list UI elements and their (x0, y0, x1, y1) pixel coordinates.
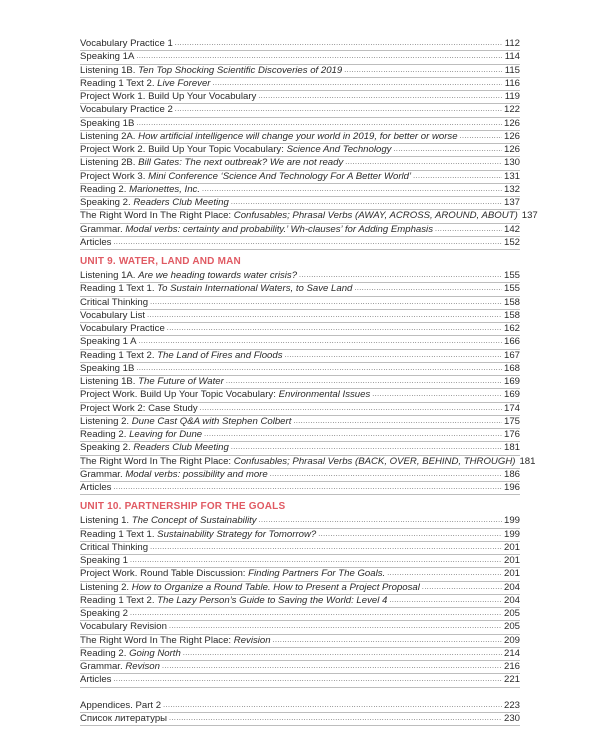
entry-title-text: Listening 1. (80, 515, 132, 527)
entry-title (80, 104, 173, 116)
page-number: 201 (503, 568, 520, 580)
unit-heading: UNIT 9. WATER, LAND AND MAN (80, 256, 241, 267)
entry-title-text: Articles (80, 236, 112, 248)
entry-title (80, 144, 391, 156)
dot-leader (204, 429, 502, 439)
toc-entry[interactable] (80, 144, 520, 157)
entry-title (80, 336, 137, 348)
entry-title (80, 555, 128, 567)
entry-title (80, 713, 167, 725)
toc-entry[interactable] (80, 455, 536, 469)
entry-title-text: Project Work 1. Build Up Your Vocabulary (80, 91, 257, 102)
entry-title (80, 350, 283, 362)
dot-leader (147, 310, 502, 320)
toc-entry[interactable] (80, 555, 520, 568)
entry-title (80, 51, 134, 63)
entry-title-italic: How artificial intelligence will change your world in 2019, for better or worse (138, 130, 458, 142)
page-number: 181 (503, 442, 520, 454)
toc-section (80, 500, 520, 687)
entry-title (80, 131, 458, 143)
entry-title-text: Listening 1A. (80, 270, 139, 281)
page-number: 115 (504, 64, 520, 76)
toc-entry[interactable] (80, 51, 520, 64)
toc-entry[interactable] (80, 529, 520, 542)
dot-leader (344, 65, 502, 75)
entry-title-text: Grammar. (80, 223, 126, 235)
entry-title (80, 529, 316, 541)
entry-title (80, 38, 173, 50)
entry-title (80, 376, 224, 388)
dot-leader (150, 542, 502, 552)
page-number: 174 (503, 402, 520, 414)
entry-title-italic: Are we heading towards water crisis? (138, 270, 298, 281)
page-number: 205 (503, 621, 520, 633)
dot-leader (183, 648, 502, 658)
toc-entry[interactable] (80, 376, 520, 389)
page-number: 126 (503, 130, 520, 142)
toc-entry[interactable] (80, 429, 520, 442)
dot-leader (136, 118, 502, 128)
entry-title-text: Listening 2B. (80, 157, 139, 169)
entry-title-text: Project Work 3. (80, 170, 149, 182)
toc-entry[interactable] (80, 389, 520, 402)
entry-title (80, 456, 515, 468)
entry-title-text: Speaking 1 A (80, 336, 137, 348)
page-number: 169 (503, 389, 520, 401)
entry-title-italic: Mini Conference ‘Science And Technology For A Better World’ (148, 170, 412, 182)
entry-title (80, 78, 211, 90)
toc-entry[interactable] (80, 210, 538, 223)
page-number: 116 (504, 77, 520, 89)
dot-leader (299, 270, 502, 280)
entry-title-text: The Right Word In The Right Place: (80, 455, 234, 467)
entry-title (80, 700, 161, 712)
entry-title-text: The Right Word In The Right Place: (80, 634, 234, 646)
entry-title (80, 118, 134, 130)
entry-title (80, 416, 291, 428)
entry-title (80, 542, 148, 554)
dot-leader (113, 482, 502, 492)
page-number: 199 (503, 528, 520, 540)
entry-title-italic: The Future of Water (138, 376, 224, 387)
dot-leader (163, 700, 502, 710)
entry-title-text: Project Work. Round Table Discussion: (80, 568, 249, 580)
entry-title (80, 568, 385, 580)
page-number: 201 (503, 555, 520, 566)
toc-entry[interactable] (80, 224, 520, 237)
dot-leader (460, 131, 502, 141)
entry-title-italic: Confusables; Phrasal Verbs (AWAY, ACROSS, AROUND, ABOUT) (233, 210, 518, 222)
entry-title (80, 184, 200, 196)
dot-leader (413, 171, 502, 181)
page-number: 181 (519, 455, 536, 467)
page-number: 132 (503, 183, 520, 195)
toc-entry[interactable] (80, 363, 520, 376)
entry-title (80, 389, 370, 401)
dot-leader (130, 608, 502, 618)
page-number: 176 (503, 429, 520, 440)
entry-title (80, 157, 343, 169)
page-number: 166 (503, 336, 520, 348)
toc-entry[interactable] (80, 131, 520, 144)
entry-title (80, 197, 229, 209)
toc-entry[interactable] (80, 713, 520, 726)
entry-title-text: Reading 2. (80, 183, 130, 195)
toc-entry[interactable] (80, 582, 520, 595)
dot-leader (270, 469, 502, 479)
dot-leader (435, 224, 502, 234)
entry-title-italic: Environmental Issues (278, 389, 371, 401)
page-number: 186 (503, 468, 520, 480)
toc-section (80, 38, 538, 250)
entry-title-italic: Revison (125, 661, 160, 672)
entry-title-italic: Marionettes, Inc. (129, 183, 200, 195)
entry-title-text: Reading 1 Text 2. (80, 349, 158, 361)
entry-title-italic: The Lazy Person’s Guide to Saving the World: Level 4 (157, 594, 388, 606)
dot-leader (213, 78, 503, 88)
entry-title-text: Articles (80, 674, 112, 686)
entry-title (80, 363, 134, 375)
dot-leader (113, 237, 502, 247)
page-number: 216 (503, 661, 520, 672)
page-number: 205 (503, 608, 520, 619)
entry-title-italic: Revision (233, 634, 271, 646)
entry-title-text: Reading 2. (80, 429, 130, 440)
entry-title (80, 674, 111, 686)
toc-entry[interactable] (80, 171, 520, 184)
dot-leader (202, 184, 502, 194)
toc-entry[interactable] (80, 38, 520, 51)
page-number: 214 (503, 647, 520, 659)
table-of-contents (80, 38, 538, 726)
entry-title-text: Vocabulary List (80, 309, 146, 321)
toc-entry[interactable] (80, 283, 520, 296)
entry-title-text: Speaking 2. (80, 442, 134, 454)
entry-title-italic: Leaving for Dune (129, 429, 203, 440)
entry-title-italic: Confusables; Phrasal Verbs (BACK, OVER, BEHIND, THROUGH) (233, 455, 516, 467)
toc-entry[interactable] (80, 336, 520, 349)
toc-entry[interactable] (80, 78, 520, 91)
page-number: 137 (521, 210, 538, 222)
entry-title (80, 442, 229, 454)
entry-title-text: Speaking 1 (80, 555, 129, 566)
entry-title-italic: Live Forever (157, 77, 211, 89)
entry-title (80, 661, 160, 673)
entry-title-text: Reading 1 Text 1. (80, 283, 158, 295)
entry-title-italic: Modal verbs: certainty and probability.’ Wh-clauses’ for Adding Emphasis (125, 223, 433, 235)
toc-entry[interactable] (80, 350, 520, 363)
entry-title (80, 595, 387, 607)
toc-entry[interactable] (80, 157, 520, 170)
page-number: 158 (503, 309, 520, 321)
dot-leader (130, 555, 502, 565)
entry-title-text: Speaking 1A (80, 51, 135, 63)
entry-title-text: Speaking 2. (80, 197, 134, 208)
toc-entry[interactable] (80, 621, 520, 634)
entry-title (80, 297, 148, 309)
toc-entry[interactable] (80, 442, 520, 455)
entry-title-text: Vocabulary Practice (80, 323, 165, 334)
entry-title-text: Project Work 2: Case Study (80, 402, 198, 414)
toc-entry[interactable] (80, 270, 520, 283)
toc-entry[interactable] (80, 118, 520, 131)
page-number: 167 (503, 349, 520, 361)
toc-entry[interactable] (80, 568, 520, 581)
entry-title (80, 237, 111, 249)
dot-leader (150, 297, 502, 307)
entry-title (80, 429, 202, 441)
toc-section (80, 255, 536, 495)
page-number: 155 (503, 283, 520, 295)
dot-leader (372, 389, 502, 399)
entry-title-text: Reading 1 Text 1. (80, 528, 158, 540)
dot-leader (139, 336, 502, 346)
dot-leader (345, 157, 502, 167)
page-number: 169 (503, 376, 520, 387)
entry-title-text: Appendices. Part 2 (80, 699, 162, 711)
entry-title-text: Listening 2. (80, 581, 132, 593)
entry-title-text: Vocabulary Revision (80, 621, 167, 633)
entry-title-italic: The Land of Fires and Floods (157, 349, 283, 361)
page-number: 122 (503, 104, 520, 116)
toc-entry[interactable] (80, 197, 520, 210)
entry-title (80, 621, 167, 633)
dot-leader (113, 674, 502, 684)
toc-entry[interactable] (80, 91, 520, 104)
toc-entry[interactable] (80, 635, 520, 648)
page-number: 126 (503, 144, 520, 155)
toc-entry[interactable] (80, 608, 520, 621)
toc-entry[interactable] (80, 104, 520, 117)
entry-title-text: The Right Word In The Right Place: (80, 210, 234, 222)
entry-title-italic: Finding Partners For The Goals. (248, 568, 386, 580)
entry-title-italic: Ten Top Shocking Scientific Discoveries of 2019 (138, 64, 343, 76)
toc-section (80, 688, 520, 727)
toc-entry[interactable] (80, 310, 520, 323)
toc-entry[interactable] (80, 65, 520, 78)
entry-title-text: Speaking 1B (80, 362, 135, 374)
entry-title-italic: Science And Technology (286, 144, 392, 155)
toc-entry[interactable] (80, 595, 520, 608)
section-gap (80, 688, 520, 700)
toc-entry[interactable] (80, 661, 520, 674)
entry-title-text: Reading 2. (80, 647, 130, 659)
page-number: 131 (503, 170, 520, 182)
entry-title-text: Listening 2A. (80, 130, 139, 142)
entry-title-italic: To Sustain International Waters, to Save Land (157, 283, 353, 295)
entry-title-text: Project Work 2. Build Up Your Topic Vocabulary: (80, 144, 287, 155)
toc-entry[interactable] (80, 184, 520, 197)
entry-title-italic: Modal verbs: possibility and more (125, 468, 268, 480)
entry-title-text: Grammar. (80, 468, 126, 480)
page-number: 196 (503, 482, 520, 493)
entry-title-text: Project Work. Build Up Your Topic Vocabulary: (80, 389, 279, 401)
page-number: 168 (503, 362, 520, 374)
toc-entry[interactable] (80, 469, 520, 482)
entry-title-text: Grammar. (80, 661, 126, 672)
page-number: 204 (503, 594, 520, 606)
entry-title (80, 403, 198, 415)
entry-title (80, 270, 297, 282)
entry-title (80, 91, 256, 103)
entry-title-text: Listening 2. (80, 415, 132, 427)
entry-title (80, 283, 352, 295)
entry-title-text: Reading 1 Text 2. (80, 77, 158, 89)
dot-leader (162, 661, 502, 671)
dot-leader (293, 416, 502, 426)
toc-entry[interactable] (80, 297, 520, 310)
page-number: 158 (503, 296, 520, 308)
page-number: 223 (503, 699, 520, 711)
dot-leader (169, 713, 502, 723)
page-number: 119 (504, 91, 520, 102)
toc-entry[interactable] (80, 323, 520, 336)
entry-title (80, 648, 181, 660)
entry-title (80, 482, 111, 494)
entry-title (80, 608, 128, 620)
entry-title (80, 582, 420, 594)
page-number: 130 (503, 157, 520, 169)
entry-title-text: Speaking 1B (80, 117, 135, 129)
page-number: 221 (503, 674, 520, 686)
entry-title-text: Vocabulary Practice 2 (80, 104, 173, 116)
dot-leader (422, 582, 502, 592)
dot-leader (285, 350, 502, 360)
entry-title (80, 310, 145, 322)
entry-title (80, 635, 271, 647)
toc-entry[interactable] (80, 700, 520, 713)
dot-leader (318, 529, 502, 539)
dot-leader (273, 635, 502, 645)
entry-title-italic: Bill Gates: The next outbreak? We are not ready (138, 157, 344, 169)
toc-entry[interactable] (80, 674, 520, 687)
entry-title-text: Listening 1B. (80, 64, 139, 76)
page-number: 175 (503, 415, 520, 427)
dot-leader (389, 595, 502, 605)
dot-leader (259, 515, 502, 525)
toc-entry[interactable] (80, 648, 520, 661)
entry-title-text: Critical Thinking (80, 296, 149, 308)
page-number: 209 (503, 634, 520, 646)
page-number: 201 (503, 541, 520, 553)
entry-title-text: Articles (80, 482, 112, 493)
entry-title (80, 515, 257, 527)
page-number: 114 (504, 51, 520, 63)
entry-title (80, 469, 268, 481)
toc-entry[interactable] (80, 482, 520, 495)
toc-entry[interactable] (80, 515, 520, 528)
dot-leader (175, 38, 502, 48)
dot-leader (231, 442, 502, 452)
toc-entry[interactable] (80, 237, 520, 250)
entry-title-text: Reading 1 Text 2. (80, 594, 158, 606)
page-number: 199 (503, 515, 520, 527)
page-number: 142 (503, 223, 520, 235)
dot-leader (393, 144, 502, 154)
entry-title (80, 171, 411, 183)
toc-entry[interactable] (80, 542, 520, 555)
entry-title (80, 224, 433, 236)
dot-leader (169, 621, 502, 631)
page-number: 126 (503, 117, 520, 129)
page-number: 230 (503, 712, 520, 724)
toc-entry[interactable] (80, 403, 520, 416)
entry-title-italic: Readers Club Meeting (133, 197, 229, 208)
entry-title-italic: Readers Club Meeting (133, 442, 229, 454)
page-number: 162 (503, 323, 520, 334)
entry-title-italic: How to Organize a Round Table. How to Present a Project Proposal (131, 581, 420, 593)
page-number: 155 (503, 270, 520, 281)
entry-title (80, 210, 518, 222)
unit-heading: UNIT 10. PARTNERSHIP FOR THE GOALS (80, 501, 286, 513)
entry-title-italic: Sustainability Strategy for Tomorrow? (157, 528, 317, 540)
entry-title-text: Listening 1B. (80, 376, 139, 387)
entry-title-italic: The Concept of Sustainability (131, 515, 257, 527)
dot-leader (231, 197, 502, 207)
entry-title-italic: Going North (129, 647, 181, 659)
entry-title-italic: Dune Cast Q&A with Stephen Colbert (131, 415, 292, 427)
entry-title-text: Список литературы (80, 712, 168, 724)
dot-leader (387, 568, 502, 578)
dot-leader (167, 323, 502, 333)
page-number: 112 (504, 38, 520, 49)
dot-leader (200, 403, 502, 413)
dot-leader (354, 283, 502, 293)
dot-leader (136, 51, 502, 61)
dot-leader (175, 104, 502, 114)
entry-title (80, 65, 342, 77)
dot-leader (226, 376, 502, 386)
entry-title-text: Vocabulary Practice 1 (80, 38, 173, 49)
dot-leader (136, 363, 502, 373)
entry-title (80, 323, 165, 335)
toc-entry[interactable] (80, 416, 520, 429)
page-number: 137 (503, 197, 520, 208)
entry-title-text: Speaking 2 (80, 608, 129, 619)
dot-leader (258, 91, 502, 101)
page-number: 204 (503, 581, 520, 593)
page-number: 152 (503, 236, 520, 248)
entry-title-text: Critical Thinking (80, 541, 149, 553)
